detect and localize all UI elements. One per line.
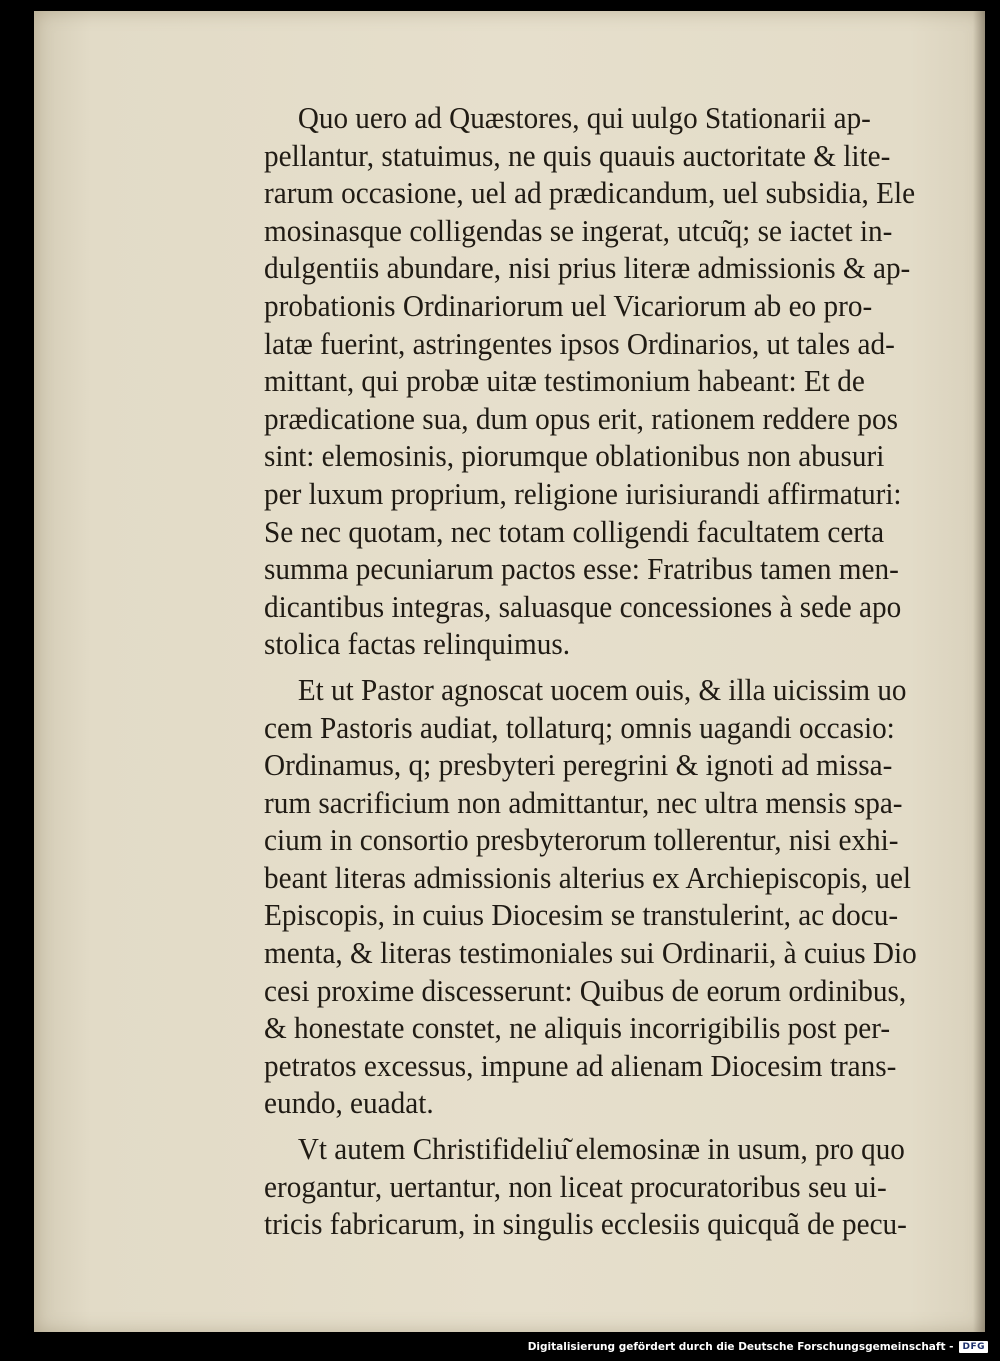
text-line: stolica factas relinquimus. — [264, 626, 571, 662]
scanned-page — [34, 11, 985, 1332]
text-line: erogantur, uertantur, non liceat procuratoribus seu ui- — [264, 1168, 887, 1204]
text-line: Et ut Pastor agnoscat uocem ouis, & illa uicissim uo — [297, 671, 907, 707]
text-line: cium in consortio presbyterorum tollerentur, nisi exhi- — [264, 822, 899, 858]
text-line: & honestate constet, ne aliquis incorrigibilis post per- — [264, 1010, 891, 1046]
text-line: Quo uero ad Quæstores, qui uulgo Stationarii ap- — [297, 100, 871, 135]
text-line: summa pecuniarum pactos esse: Fratribus tamen men- — [264, 551, 899, 587]
text-line: Episcopis, in cuius Diocesim se transtulerint, ac docu- — [264, 897, 899, 933]
text-line: per luxum proprium, religione iurisiurandi affirmaturi: — [264, 475, 902, 511]
dfg-logo: DFG — [959, 1341, 988, 1353]
text-line: mittant, qui probæ uitæ testimonium habeant: Et de — [264, 363, 865, 399]
text-line: rum sacrificium non admittantur, nec ultra mensis spa- — [264, 784, 903, 820]
text-line: cesi proxime discesserunt: Quibus de eorum ordinibus, — [264, 972, 907, 1008]
text-line: pellantur, statuimus, ne quis quauis auctoritate & lite- — [264, 137, 891, 173]
text-line: dulgentiis abundare, nisi prius literæ admissionis & ap- — [264, 250, 911, 286]
text-line: Vt autem Christifideliu͂ elemosinæ in usum, pro quo — [297, 1131, 905, 1167]
text-line: eundo, euadat. — [264, 1085, 434, 1121]
text-line: menta, & literas testimoniales sui Ordinarii, à cuius Dio — [264, 935, 917, 971]
page-body-text — [264, 99, 964, 1243]
text-line: petratos excessus, impune ad alienam Diocesim trans- — [264, 1047, 897, 1083]
text-line: sint: elemosinis, piorumque oblationibus non abusuri — [264, 438, 885, 474]
text-line: Ordinamus, q; presbyteri peregrini & ignoti ad missa- — [264, 747, 893, 783]
text-line: Se nec quotam, nec totam colligendi facultatem certa — [264, 513, 885, 549]
credit-text: Digitalisierung gefördert durch die Deutsche Forschungsgemeinschaft - — [527, 1341, 954, 1353]
text-line: mosinasque colligendas se ingerat, utcu͂q; se iactet in- — [264, 212, 893, 248]
text-line: prædicatione sua, dum opus erit, rationem reddere pos — [264, 400, 899, 436]
text-line: cem Pastoris audiat, tollaturq; omnis uagandi occasio: — [264, 709, 895, 745]
digitization-credit — [528, 1338, 988, 1356]
text-line: tricis fabricarum, in singulis ecclesiis quicquã de pecu- — [264, 1206, 907, 1242]
text-line: beant literas admissionis alterius ex Archiepiscopis, uel — [264, 859, 912, 895]
text-line: latæ fuerint, astringentes ipsos Ordinarios, ut tales ad- — [264, 325, 895, 361]
text-line: rarum occasione, uel ad prædicandum, uel subsidia, Ele — [264, 175, 916, 211]
text-line: probationis Ordinariorum uel Vicariorum ab eo pro- — [264, 287, 873, 323]
text-line: dicantibus integras, saluasque concessiones à sede apo — [264, 588, 902, 624]
